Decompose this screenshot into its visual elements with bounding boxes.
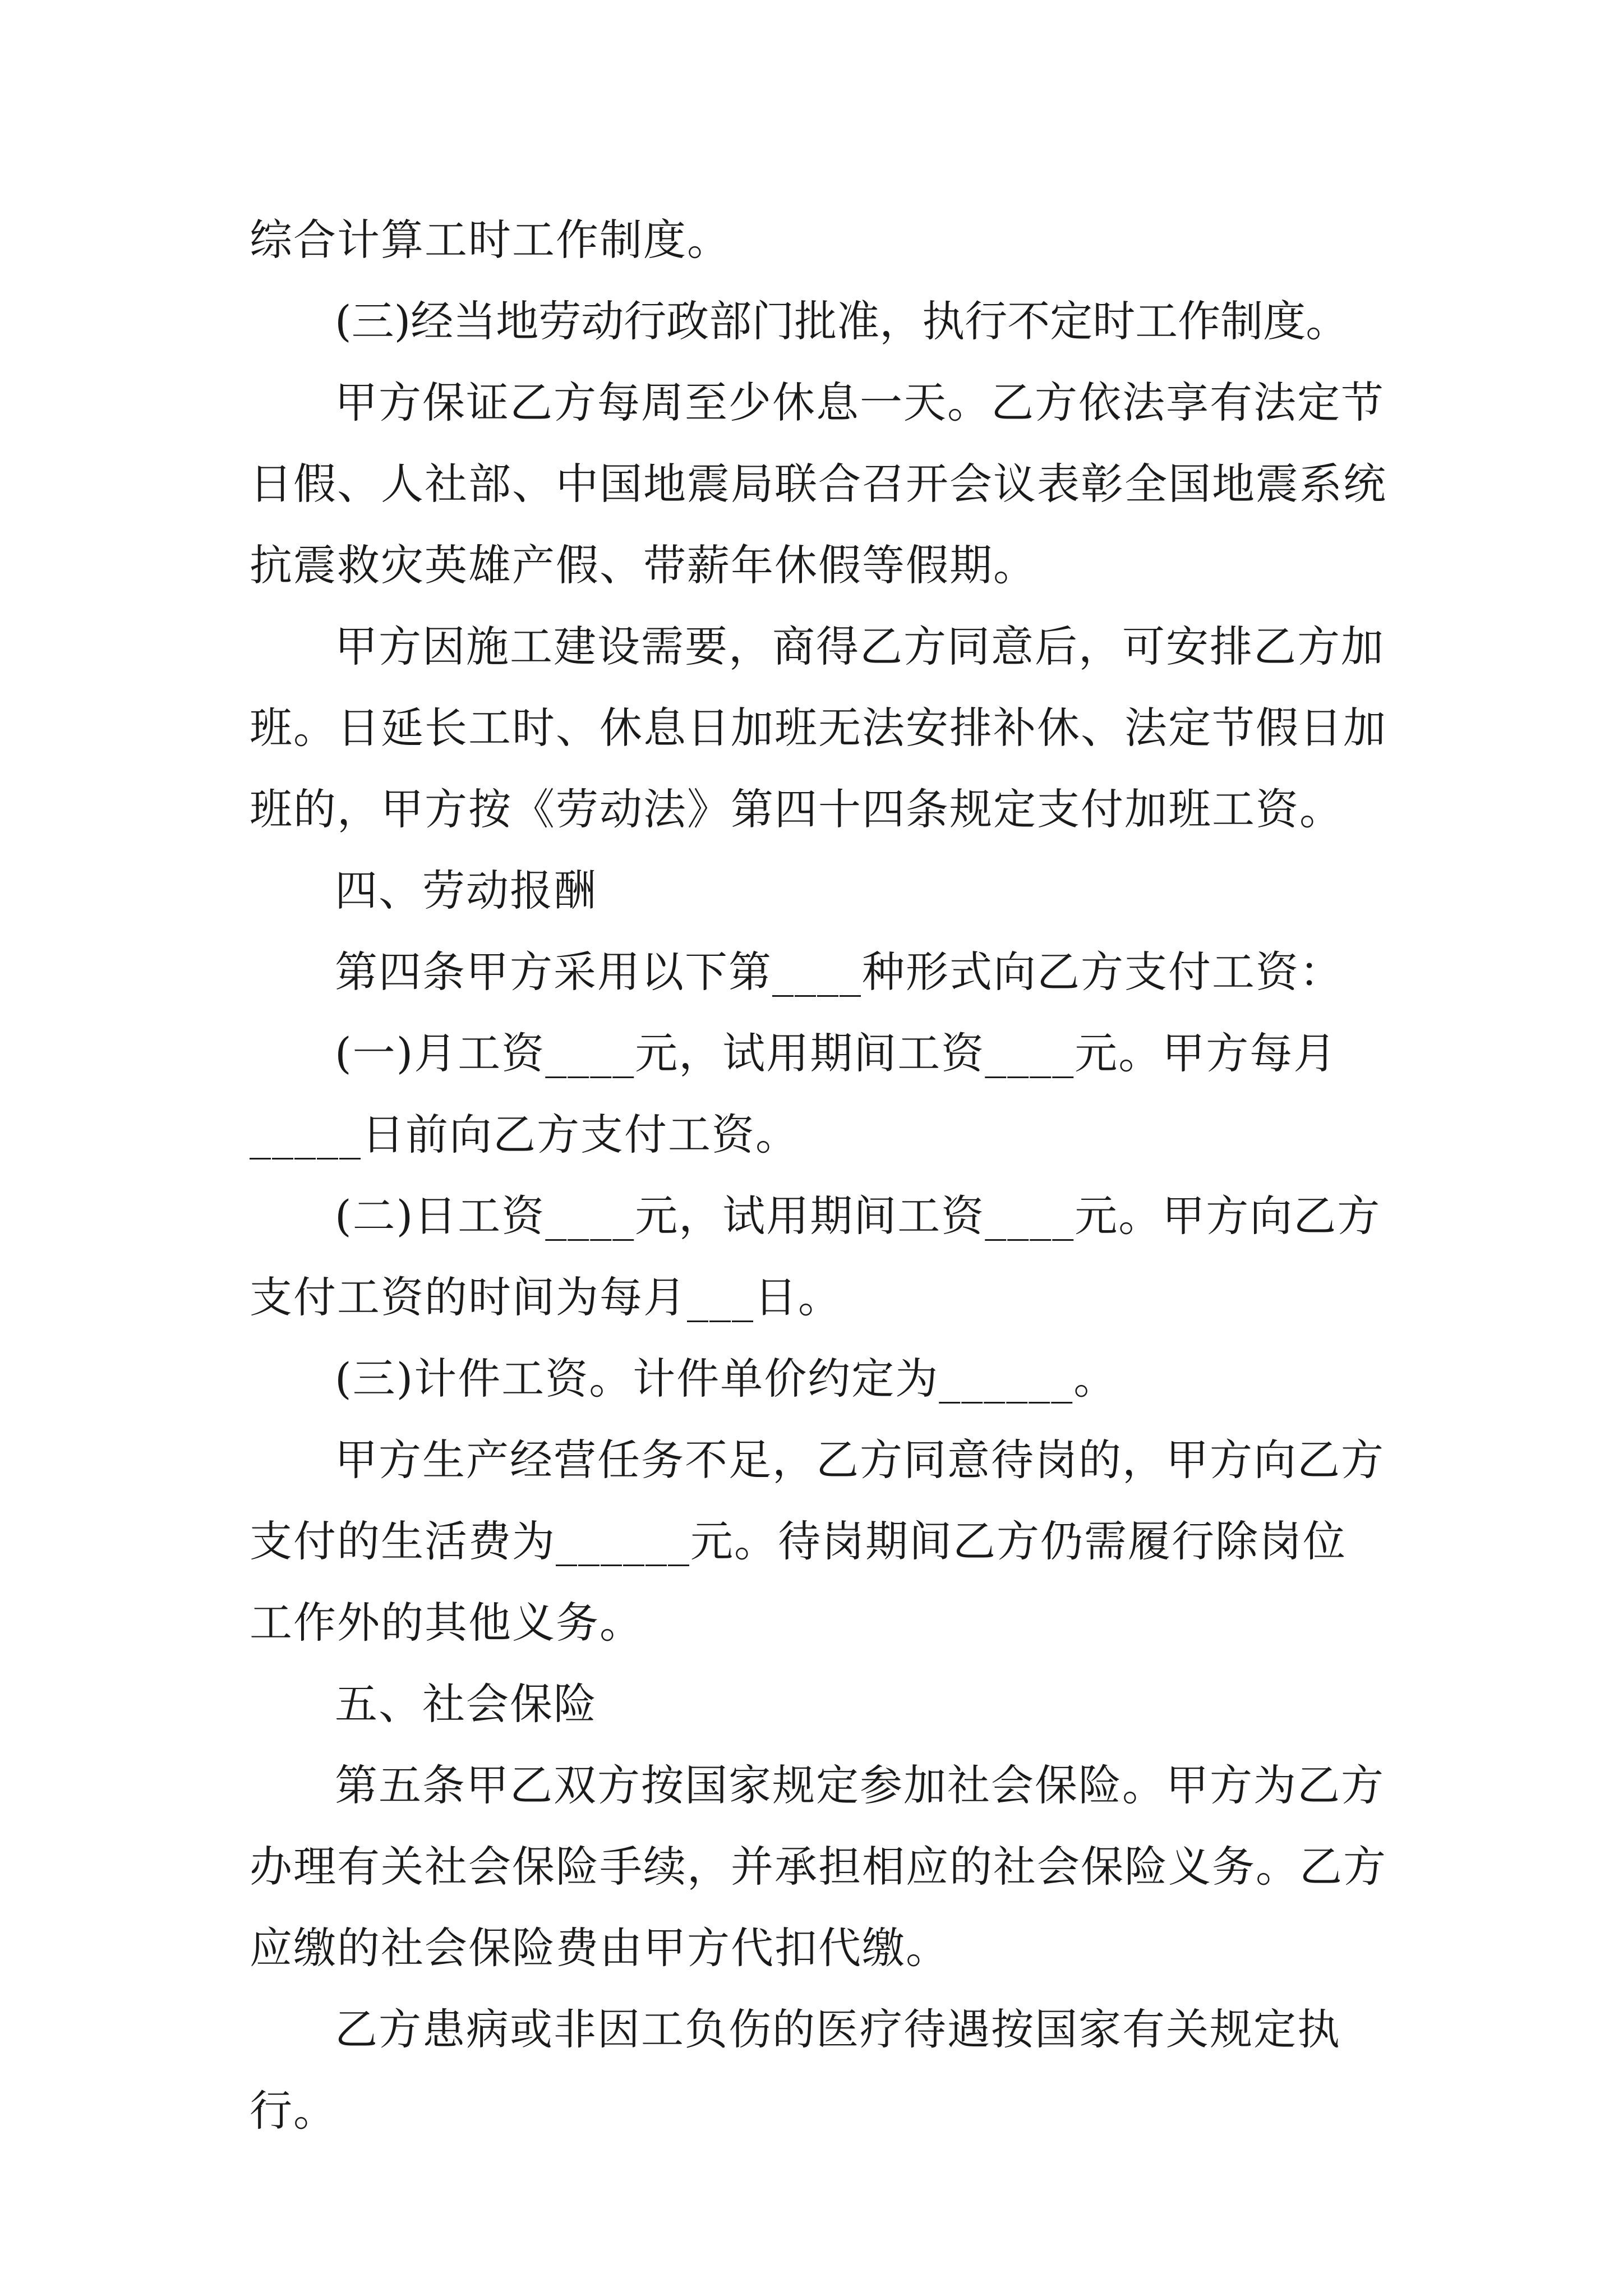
paragraph-standby-allowance: 甲方生产经营任务不足，乙方同意待岗的，甲方向乙方支付的生活费为______元。待岗期间乙方仍需履行除岗位工作外的其他义务。 xyxy=(250,1435,1385,1648)
paragraph-overtime: 甲方因施工建设需要，商得乙方同意后，可安排乙方加班。日延长工时、休息日加班无法安排补休、法定节假日加班的，甲方按《劳动法》第四十四条规定支付加班工资。 xyxy=(250,622,1387,834)
paragraph-monthly-wage: (一)月工资____元，试用期间工资____元。甲方每月_____日前向乙方支付工资。 xyxy=(250,1028,1338,1159)
section-heading-social-insurance: 五、社会保险 xyxy=(335,1679,597,1729)
paragraph-piece-wage: (三)计件工资。计件单价约定为______。 xyxy=(335,1354,1118,1404)
paragraph-irregular-hours: (三)经当地劳动行政部门批准，执行不定时工作制度。 xyxy=(335,296,1349,346)
article-5: 第五条甲乙双方按国家规定参加社会保险。甲方为乙方办理有关社会保险手续，并承担相应的社会保险义务。乙方应缴的社会保险费由甲方代扣代缴。 xyxy=(250,1760,1387,1973)
paragraph-rest-days: 甲方保证乙方每周至少休息一天。乙方依法享有法定节日假、人社部、中国地震局联合召开会议表彰全国地震系统抗震救灾英雄产假、带薪年休假等假期。 xyxy=(250,378,1387,590)
document-body xyxy=(250,199,1388,2151)
article-4: 第四条甲方采用以下第____种形式向乙方支付工资： xyxy=(335,947,1343,997)
paragraph-daily-wage: (二)日工资____元，试用期间工资____元。甲方向乙方支付工资的时间为每月___日。 xyxy=(250,1191,1381,1322)
paragraph-working-hours-cont: 综合计算工时工作制度。 xyxy=(250,215,731,265)
paragraph-medical-treatment: 乙方患病或非因工负伤的医疗待遇按国家有关规定执行。 xyxy=(250,2004,1341,2136)
section-heading-remuneration: 四、劳动报酬 xyxy=(335,866,597,915)
